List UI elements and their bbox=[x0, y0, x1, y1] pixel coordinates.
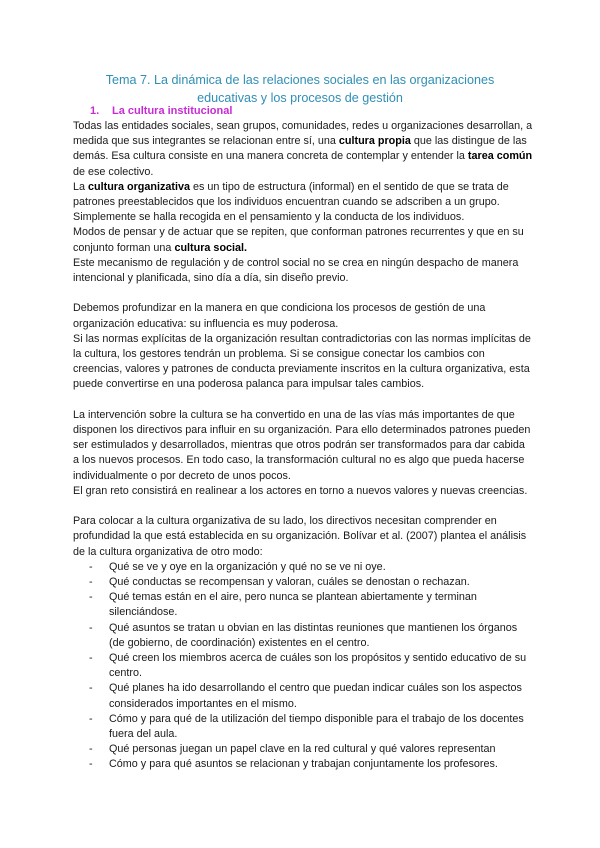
list-item-text: Qué planes ha ido desarrollando el centro que puedan indicar cuáles son los aspectos considerados importantes en el mismo. bbox=[109, 682, 522, 710]
list-item-text: Qué conductas se recompensan y valoran, cuáles se denostan o rechazan. bbox=[109, 576, 470, 589]
list-item-text: Cómo y para qué asuntos se relacionan y trabajan conjuntamente los profesores. bbox=[109, 758, 498, 771]
paragraph-2-text-c: es un tipo de estructura (informal) en el sentido de que se trata de patrones preestablecidos que los individuos encuentran cuando se adscriben a un grupo. Simplemente se halla recogida en el pensamiento y la conducta de los individuos. bbox=[73, 180, 509, 224]
bold-term-tarea-comun: tarea común bbox=[467, 150, 533, 163]
page-title-line-1: Tema 7. La dinámica de las relaciones sociales en las organizaciones bbox=[105, 73, 495, 87]
paragraph-2-text-a: La bbox=[73, 180, 89, 193]
list-item-text: Qué se ve y oye en la organización y qué no se ve ni oye. bbox=[109, 560, 386, 573]
bullet-dash: - bbox=[89, 682, 93, 695]
list-item bbox=[73, 575, 533, 590]
page-title bbox=[70, 72, 530, 107]
paragraph-5: Debemos profundizar en la manera en que condiciona los procesos de gestión de una organización educativa: su influencia es muy poderosa. bbox=[73, 302, 486, 330]
list-item-text: Qué creen los miembros acerca de cuáles son los propósitos y sentido educativo de su centro. bbox=[109, 652, 527, 680]
section-heading bbox=[90, 104, 232, 119]
paragraph-1 bbox=[73, 119, 533, 180]
list-item-text: Cómo y para qué de la utilización del tiempo disponible para el trabajo de los docentes fuera del aula. bbox=[109, 712, 524, 741]
list-item bbox=[73, 590, 533, 620]
bullet-dash: - bbox=[89, 712, 93, 725]
bullet-dash: - bbox=[89, 560, 93, 573]
paragraph-4: Este mecanismo de regulación y de control social no se crea en ningún despacho de manera intencional y planificada, sino día a día, sin diseño previo. bbox=[73, 256, 519, 285]
paragraph-3 bbox=[73, 225, 533, 255]
bullet-dash: - bbox=[89, 652, 93, 665]
section-heading-text: La cultura institucional bbox=[112, 105, 233, 117]
paragraph-gap bbox=[73, 393, 533, 408]
bullet-dash: - bbox=[89, 758, 93, 771]
page-title-line-2: educativas y los procesos de gestión bbox=[197, 90, 403, 105]
bullet-dash: - bbox=[89, 576, 93, 589]
paragraph-9: Para colocar a la cultura organizativa de su lado, los directivos necesitan comprender en profundidad la que está establecida en su organización. Bolívar et al. (2007) plantea el análisis de la cultura organizativa de otro modo: bbox=[73, 515, 527, 558]
paragraph-2 bbox=[73, 180, 533, 226]
paragraph-1-text-a: Todas las entidades sociales, sean grupos, comunidades, redes u organizaciones desarrollan, a medida que sus integrantes se relacionan entre sí, una bbox=[73, 120, 533, 148]
paragraph-gap bbox=[73, 499, 533, 514]
list-item-text: Qué personas juegan un papel clave en la red cultural y qué valores representan bbox=[109, 743, 496, 756]
bold-term-cultura-social: cultura social. bbox=[174, 241, 248, 254]
list-item bbox=[73, 712, 533, 742]
paragraph-6: Si las normas explícitas de la organización resultan contradictorias con las normas implícitas de la cultura, los gestores tendrán un problema. Si se consigue conectar los cambios con creencias, valores y patrones de conducta previamente inscritos en la cultura organizativa, esta puede convertirse en una poderosa palanca para impulsar tales cambios. bbox=[73, 332, 531, 391]
bold-term-cultura-organizativa: cultura organizativa bbox=[88, 180, 191, 193]
bold-term-cultura-propia: cultura propia bbox=[338, 135, 411, 148]
bullet-dash: - bbox=[89, 591, 93, 604]
paragraph-1-text-c: que las distingue de las demás. Esa cultura consiste en una manera concreta de contemplar y entender la bbox=[73, 135, 527, 163]
list-item bbox=[73, 681, 533, 711]
list-item bbox=[73, 621, 533, 651]
bullet-dash: - bbox=[89, 621, 93, 634]
paragraph-8: El gran reto consistirá en realinear a los actores en torno a nuevos valores y nuevas creencias. bbox=[73, 484, 528, 497]
paragraph-gap bbox=[73, 286, 533, 301]
list-item-text: Qué temas están en el aire, pero nunca se plantean abiertamente y terminan silenciándose. bbox=[109, 591, 477, 619]
list-item bbox=[73, 560, 533, 575]
bullet-list bbox=[73, 560, 533, 773]
section-number: 1. bbox=[90, 105, 100, 117]
bullet-dash: - bbox=[89, 743, 93, 756]
list-item bbox=[73, 757, 533, 772]
paragraph-7: La intervención sobre la cultura se ha convertido en una de las vías más importantes de que disponen los directivos para influir en su organización. Para ello determinados patrones pueden ser estimulados y desarrollados, mientras que otros podrán ser transformados para dar cabida a los nuevos procesos. En todo caso, la transformación cultural no es algo que pueda hacerse individualmente o por decreto de unos pocos. bbox=[73, 408, 531, 482]
paragraph-1-text-e: de ese colectivo. bbox=[73, 165, 154, 178]
paragraph-3-text-a: Modos de pensar y de actuar que se repiten, que conforman patrones recurrentes y que en su conjunto forman una bbox=[73, 226, 524, 254]
document-body bbox=[73, 119, 533, 773]
list-item bbox=[73, 651, 533, 681]
list-item-text: Qué asuntos se tratan u obvian en las distintas reuniones que mantienen los órganos (de gobierno, de coordinación) existentes en el centro. bbox=[109, 621, 518, 649]
list-item bbox=[73, 742, 533, 757]
